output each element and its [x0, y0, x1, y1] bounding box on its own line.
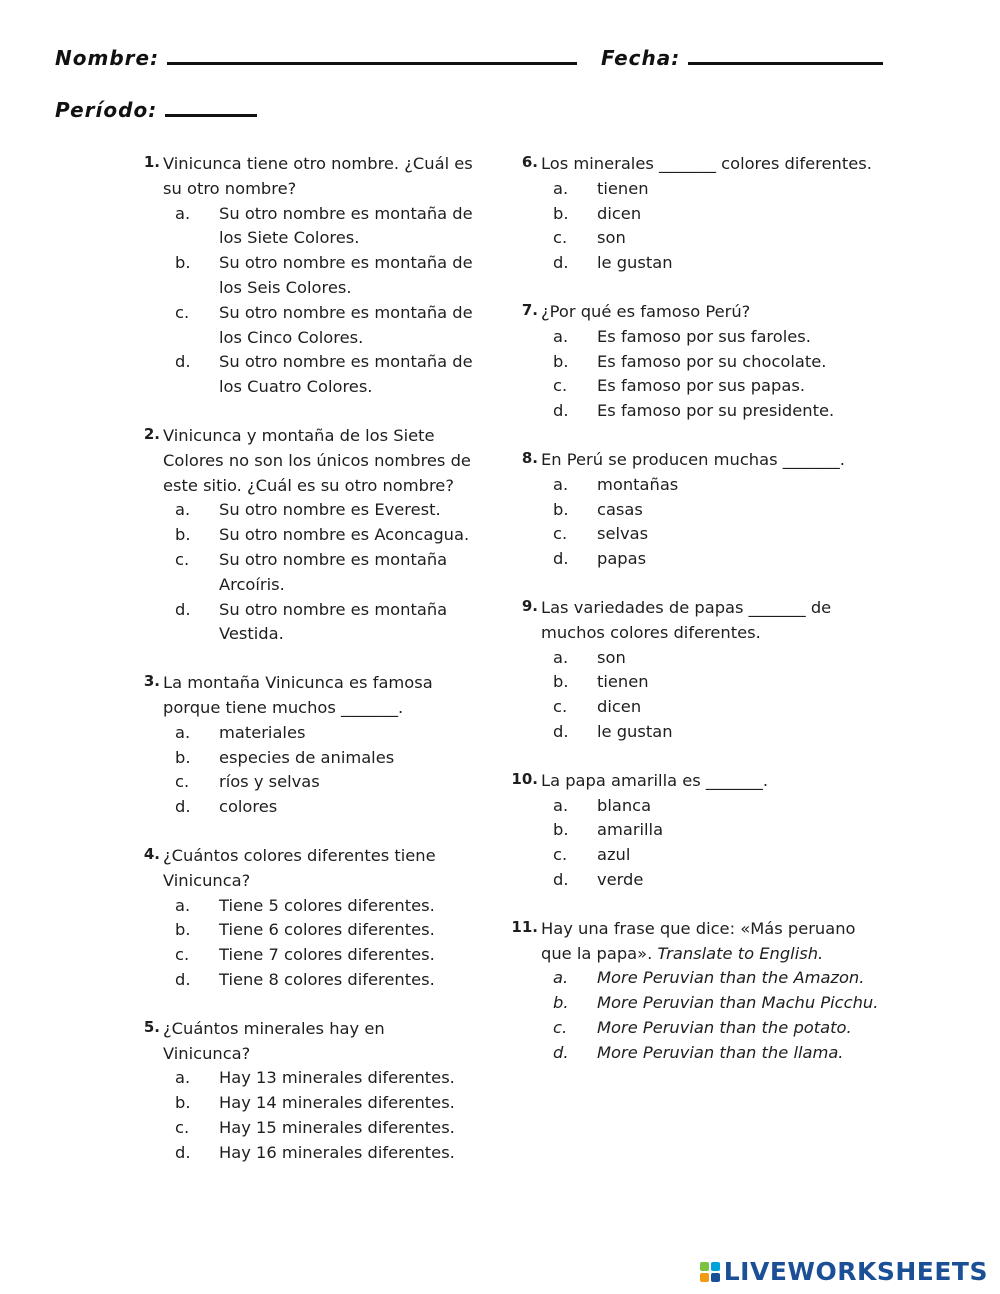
option-text: selvas [597, 524, 649, 544]
option-text: Tiene 7 colores diferentes. [219, 945, 435, 965]
option-text: son [597, 228, 626, 248]
date-input-line[interactable] [688, 60, 883, 65]
name-date-row [55, 46, 883, 70]
answer-option[interactable] [541, 350, 888, 375]
option-letter: d. [175, 1142, 191, 1162]
answer-option[interactable] [541, 399, 888, 424]
question-number: 1. [143, 153, 160, 171]
option-text: colores [219, 797, 278, 817]
option-letter: a. [553, 178, 569, 198]
option-text: More Peruvian than the llama. [597, 1042, 844, 1062]
option-letter: d. [553, 253, 569, 273]
option-letter: d. [175, 352, 191, 372]
question-number: 3. [143, 672, 160, 691]
option-text: casas [597, 499, 643, 519]
question-4 [130, 844, 475, 993]
option-text: More Peruvian than Machu Picchu. [597, 993, 879, 1013]
option-letter: b. [175, 747, 191, 767]
option-text: Su otro nombre es montaña de los Cinco Colores. [219, 302, 473, 347]
question-8 [508, 448, 888, 572]
answer-option[interactable] [541, 202, 888, 227]
question-stem-text: Hay una frase que dice: «Más peruano que la papa». [541, 918, 856, 963]
period-input-line[interactable] [165, 112, 257, 117]
option-letter: a. [553, 326, 569, 346]
option-text: verde [597, 869, 644, 889]
option-letter: a. [175, 1068, 191, 1088]
question-stem: Los minerales _______ colores diferentes. [541, 154, 872, 173]
question-stem: ¿Cuántos minerales hay en Vinicunca? [163, 1018, 385, 1063]
answer-option[interactable] [163, 968, 475, 993]
question-stem: La montaña Vinicunca es famosa porque tiene muchos _______. [163, 673, 433, 717]
question-stem: ¿Cuántos colores diferentes tiene Vinicunca? [163, 845, 436, 890]
option-text: tienen [597, 672, 649, 692]
option-text: Es famoso por sus papas. [597, 376, 805, 396]
answer-option[interactable] [541, 374, 888, 399]
answer-option[interactable] [541, 325, 888, 350]
option-letter: d. [175, 969, 191, 989]
option-letter: d. [553, 549, 569, 569]
option-letter: b. [175, 1093, 191, 1113]
option-text: Es famoso por su presidente. [597, 401, 835, 421]
option-letter: a. [175, 203, 191, 223]
option-text: Su otro nombre es Everest. [219, 500, 441, 520]
questions-column-right [508, 152, 888, 1066]
translate-instruction: Translate to English. [657, 943, 824, 963]
question-number: 2. [143, 424, 160, 443]
option-letter: b. [553, 820, 569, 840]
answer-option[interactable] [163, 202, 475, 252]
option-letter: d. [553, 1042, 569, 1062]
option-letter: a. [175, 895, 191, 915]
answer-option[interactable] [163, 1066, 475, 1091]
question-9 [508, 596, 888, 745]
name-input-line[interactable] [167, 60, 577, 65]
answer-option[interactable] [163, 1091, 475, 1116]
answer-option[interactable] [541, 646, 888, 671]
option-text: le gustan [597, 253, 673, 273]
question-number: 11. [511, 917, 538, 936]
question-stem: En Perú se producen muchas _______. [541, 449, 845, 469]
option-letter: a. [175, 500, 191, 520]
option-letter: a. [553, 968, 569, 988]
option-letter: d. [175, 599, 191, 619]
option-text: especies de animales [219, 747, 395, 767]
option-letter: c. [175, 549, 190, 569]
question-number: 7. [521, 300, 538, 319]
option-letter: a. [553, 647, 569, 667]
question-11 [508, 917, 888, 1066]
option-letter: a. [553, 795, 569, 815]
option-letter: c. [553, 228, 568, 248]
option-text: ríos y selvas [219, 772, 320, 792]
option-letter: c. [553, 376, 568, 396]
answer-option[interactable] [541, 1041, 888, 1066]
option-text: Hay 13 minerales diferentes. [219, 1068, 455, 1088]
question-stem: ¿Por qué es famoso Perú? [541, 301, 751, 321]
answer-option[interactable] [541, 720, 888, 745]
answer-option[interactable] [541, 226, 888, 251]
answer-option[interactable] [541, 1016, 888, 1041]
option-text: Su otro nombre es montaña de los Siete Colores. [219, 203, 473, 248]
option-letter: a. [175, 722, 191, 742]
option-letter: b. [175, 920, 191, 940]
logo-square [700, 1273, 709, 1282]
option-text: Tiene 5 colores diferentes. [219, 895, 435, 915]
logo-square [711, 1273, 720, 1282]
option-letter: d. [553, 721, 569, 741]
answer-option[interactable] [163, 943, 475, 968]
answer-option[interactable] [541, 522, 888, 547]
option-text: Tiene 8 colores diferentes. [219, 969, 435, 989]
questions-column-left [130, 152, 475, 1165]
option-text: Hay 16 minerales diferentes. [219, 1142, 455, 1162]
option-letter: d. [553, 401, 569, 421]
answer-option[interactable] [541, 177, 888, 202]
option-text: Es famoso por sus faroles. [597, 326, 811, 346]
option-text: Su otro nombre es montaña Vestida. [219, 599, 448, 644]
option-letter: b. [553, 351, 569, 371]
liveworksheets-logo-icon [700, 1262, 720, 1282]
question-stem [541, 917, 888, 967]
logo-square [700, 1262, 709, 1271]
option-text: Su otro nombre es montaña de los Seis Colores. [219, 253, 473, 297]
question-stem: Las variedades de papas _______ de muchos colores diferentes. [541, 597, 832, 642]
question-number: 5. [143, 1017, 160, 1036]
date-label: Fecha: [600, 46, 681, 70]
option-text: montañas [597, 474, 679, 494]
option-letter: a. [553, 474, 569, 494]
answer-option[interactable] [541, 473, 888, 498]
question-7 [508, 300, 888, 424]
option-letter: d. [553, 869, 569, 889]
answer-option[interactable] [163, 746, 475, 771]
option-letter: b. [553, 672, 569, 692]
answer-option[interactable] [541, 991, 888, 1016]
option-text: Es famoso por su chocolate. [597, 351, 827, 371]
answer-option[interactable] [541, 695, 888, 720]
logo-square [711, 1262, 720, 1271]
answer-option[interactable] [541, 843, 888, 868]
question-number: 6. [521, 153, 538, 171]
question-number: 9. [521, 596, 538, 615]
answer-option[interactable] [541, 251, 888, 276]
question-number: 4. [143, 844, 160, 863]
answer-option[interactable] [541, 794, 888, 819]
answer-option[interactable] [163, 770, 475, 795]
option-letter: b. [175, 525, 191, 545]
option-text: son [597, 647, 626, 667]
option-letter: b. [553, 499, 569, 519]
answer-option[interactable] [163, 498, 475, 523]
question-stem: Vinicunca y montaña de los Siete Colores no son los únicos nombres de este sitio. ¿Cuál es su otro nombre? [163, 425, 471, 495]
option-letter: b. [175, 253, 191, 273]
option-text: Hay 15 minerales diferentes. [219, 1117, 455, 1137]
option-letter: c. [553, 1017, 568, 1037]
option-letter: c. [553, 845, 568, 865]
option-letter: c. [175, 945, 190, 965]
answer-option[interactable] [541, 868, 888, 893]
option-letter: d. [175, 797, 191, 817]
option-text: blanca [597, 795, 652, 815]
name-label: Nombre: [55, 46, 160, 70]
liveworksheets-logo[interactable] [700, 1257, 988, 1286]
option-text: amarilla [597, 820, 664, 840]
option-letter: c. [553, 524, 568, 544]
option-text: Su otro nombre es montaña de los Cuatro Colores. [219, 352, 473, 397]
answer-option[interactable] [163, 1116, 475, 1141]
answer-option[interactable] [163, 251, 475, 301]
answer-option[interactable] [541, 966, 888, 991]
option-text: Hay 14 minerales diferentes. [219, 1093, 455, 1113]
answer-option[interactable] [163, 1141, 475, 1166]
question-5 [130, 1017, 475, 1166]
question-3 [130, 671, 475, 820]
answer-option[interactable] [163, 598, 475, 648]
answer-option[interactable] [541, 547, 888, 572]
option-text: le gustan [597, 721, 673, 741]
option-letter: c. [175, 1117, 190, 1137]
answer-option[interactable] [163, 894, 475, 919]
question-number: 10. [511, 769, 538, 788]
option-text: azul [597, 845, 631, 865]
option-text: materiales [219, 722, 306, 742]
answer-option[interactable] [541, 498, 888, 523]
answer-option[interactable] [163, 523, 475, 548]
answer-option[interactable] [541, 818, 888, 843]
answer-option[interactable] [163, 795, 475, 820]
period-row [55, 98, 257, 122]
option-text: More Peruvian than the Amazon. [597, 968, 865, 988]
question-number: 8. [521, 448, 538, 467]
option-text: papas [597, 549, 647, 569]
option-letter: c. [553, 697, 568, 717]
option-letter: c. [175, 302, 190, 322]
answer-option[interactable] [163, 350, 475, 400]
option-letter: c. [175, 772, 190, 792]
brand-name: LIVEWORKSHEETS [723, 1257, 988, 1286]
option-text: dicen [597, 697, 642, 717]
period-label: Período: [55, 98, 158, 122]
answer-option[interactable] [163, 918, 475, 943]
option-text: Tiene 6 colores diferentes. [219, 920, 435, 940]
option-letter: b. [553, 993, 569, 1013]
question-1 [130, 152, 475, 400]
question-stem: Vinicunca tiene otro nombre. ¿Cuál es su otro nombre? [163, 154, 473, 198]
option-text: Su otro nombre es Aconcagua. [219, 525, 470, 545]
answer-option[interactable] [163, 301, 475, 351]
question-10 [508, 769, 888, 893]
option-text: dicen [597, 203, 642, 223]
question-6 [508, 152, 888, 276]
option-text: Su otro nombre es montaña Arcoíris. [219, 549, 448, 594]
option-letter: b. [553, 203, 569, 223]
question-stem: La papa amarilla es _______. [541, 770, 769, 790]
answer-option[interactable] [163, 721, 475, 746]
question-2 [130, 424, 475, 647]
answer-option[interactable] [163, 548, 475, 598]
option-text: More Peruvian than the potato. [597, 1017, 852, 1037]
answer-option[interactable] [541, 670, 888, 695]
option-text: tienen [597, 178, 649, 198]
